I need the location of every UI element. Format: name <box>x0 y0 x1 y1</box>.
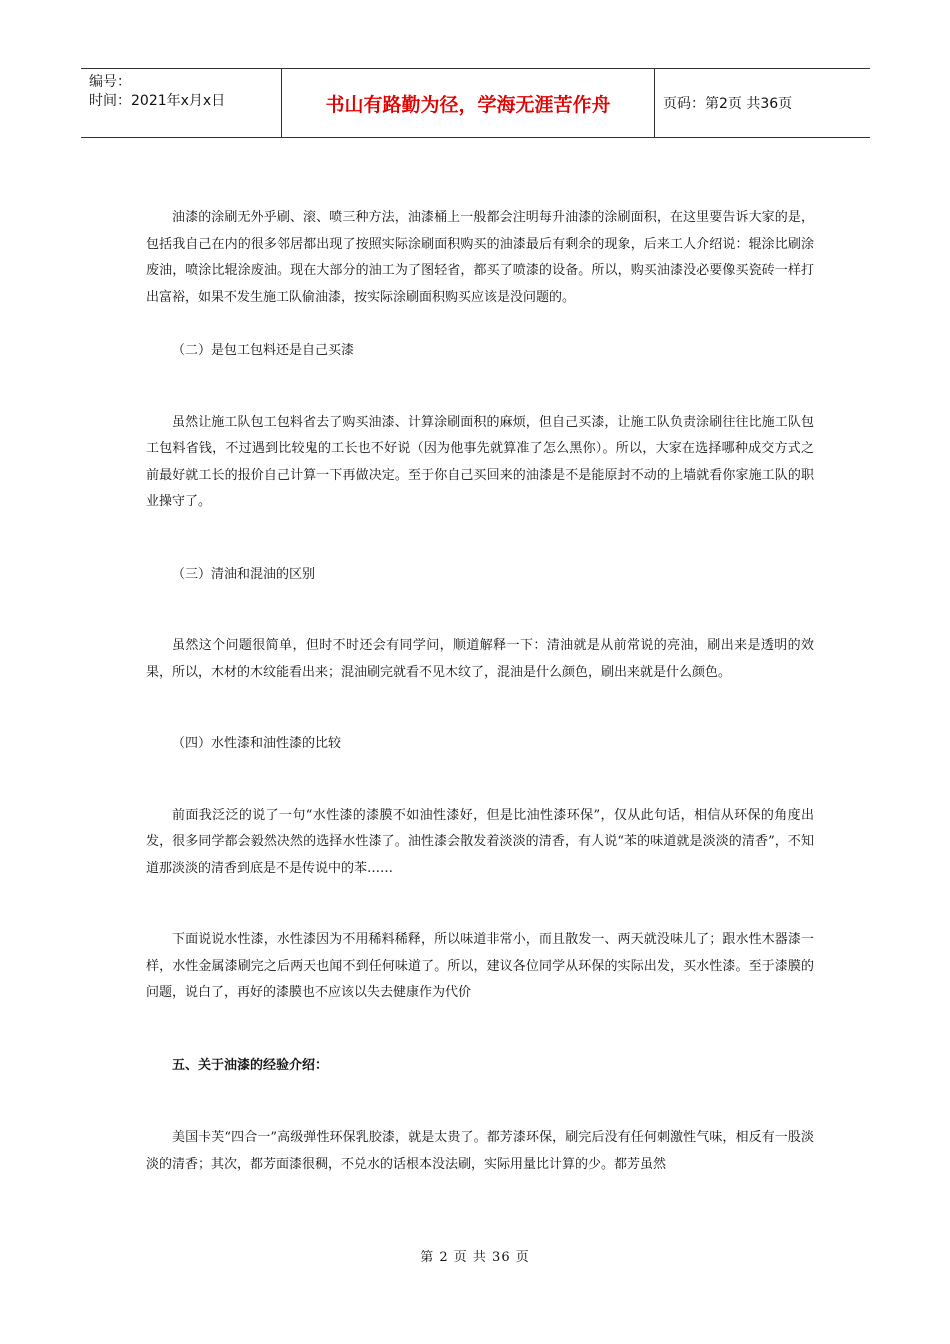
header-motto: 书山有路勤为径，学海无涯苦作舟 <box>281 69 655 137</box>
paragraph: 油漆的涂刷无外乎刷、滚、喷三种方法，油漆桶上一般都会注明每升油漆的涂刷面积，在这里要告诉大家的是，包括我自己在内的很多邻居都出现了按照实际涂刷面积购买的油漆最后有剩余的现象，后来工人介绍说：辊涂比刷涂废油，喷涂比辊涂废油。现在大部分的油工为了图轻省，都买了喷漆的设备。所以，购买油漆没必要像买瓷砖一样打出富裕，如果不发生施工队偷油漆，按实际涂刷面积购买应该是没问题的。 <box>146 210 814 305</box>
section-heading: （四）水性漆和油性漆的比较 <box>172 736 342 751</box>
section-heading: （三）清油和混油的区别 <box>172 566 316 582</box>
header-page-label: 页码：第2页 共36页 <box>663 96 793 112</box>
paragraph: 美国卡芙“四合一”高级弹性环保乳胶漆，就是太贵了。都芳漆环保，刷完后没有任何刺激性气味，相反有一股淡淡的清香；其次，都芳面漆很稠，不兑水的话根本没法刷，实际用量比计算的少。都芳虽然 <box>146 1130 814 1172</box>
section-heading-bold: 五、关于油漆的经验介绍： <box>172 1057 329 1073</box>
header-meta <box>81 69 281 137</box>
page-footer: 第 2 页 共 36 页 <box>420 1250 530 1265</box>
number-label: 编号： <box>89 74 131 90</box>
section-heading: （二）是包工包料还是自己买漆 <box>172 343 355 358</box>
page-header <box>81 68 870 138</box>
paragraph: 虽然让施工队包工包料省去了购买油漆、计算涂刷面积的麻烦，但自己买漆，让施工队负责涂刷往往比施工队包工包料省钱，不过遇到比较鬼的工长也不好说（因为他事先就算准了怎么黑你）。所以，大家在选择哪种成交方式之前最好就工长的报价自己计算一下再做决定。至于你自己买回来的油漆是不是能原封不动的上墙就看你家施工队的职业操守了。 <box>146 414 814 509</box>
time-label: 时间：2021年x月x日 <box>89 93 226 109</box>
paragraph: 下面说说水性漆，水性漆因为不用稀料稀释，所以味道非常小，而且散发一、两天就没味儿了；跟水性木器漆一样，水性金属漆刷完之后两天也闻不到任何味道了。所以，建议各位同学从环保的实际出发，买水性漆。至于漆膜的问题，说白了，再好的漆膜也不应该以失去健康作为代价 <box>146 932 814 1000</box>
paragraph: 虽然这个问题很简单，但时不时还会有同学问，顺道解释一下：清油就是从前常说的亮油，刷出来是透明的效果，所以，木材的木纹能看出来；混油刷完就看不见木纹了，混油是什么颜色，刷出来就是什么颜色。 <box>146 638 814 680</box>
paragraph: 前面我泛泛的说了一句“水性漆的漆膜不如油性漆好，但是比油性漆环保”，仅从此句话，相信从环保的角度出发，很多同学都会毅然决然的选择水性漆了。油性漆会散发着淡淡的清香，有人说“苯的味道就是淡淡的清香”，不知道那淡淡的清香到底是不是传说中的苯…… <box>146 807 814 876</box>
document-body <box>146 205 814 1178</box>
